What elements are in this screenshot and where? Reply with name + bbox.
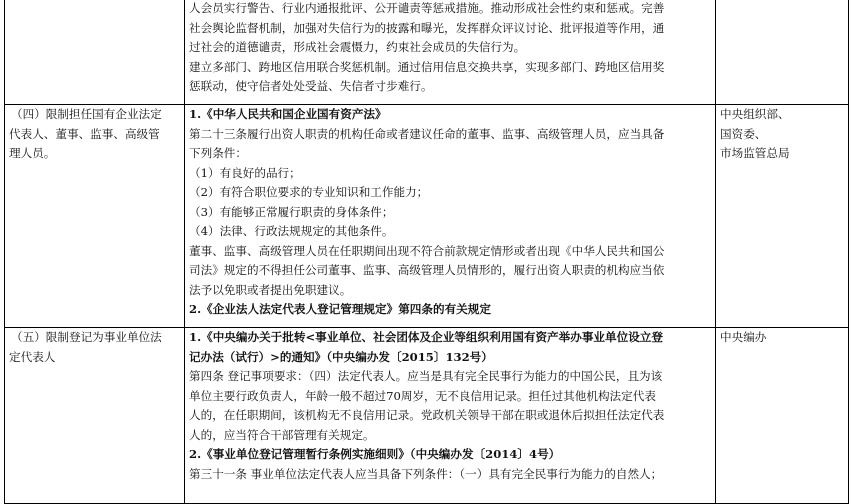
text-line: 董事、监事、高级管理人员在任职期间出现不符合前款规定情形或者出现《中华人民共和国公 <box>189 243 665 258</box>
text-line: 第四条 登记事项要求：（四）法定代表人。应当是具有完全民事行为能力的中国公民，且为该 <box>189 369 663 383</box>
agency-line: 中央组织部、 <box>720 107 790 121</box>
agency-line: 市场监管总局 <box>720 146 790 160</box>
category-cell <box>5 105 185 328</box>
law-title: 记办法（试行）>的通知》（中央编办发〔2015〕132号） <box>189 349 493 364</box>
text-line: 建立多部门、跨地区信用联合奖惩机制。通过信用信息交换共享，实现多部门、跨地区信用奖 <box>189 59 665 74</box>
text-line: 过社会的道德谴责，形成社会震慑力，约束社会成员的失信行为。 <box>189 40 526 54</box>
basis-cell <box>185 328 716 504</box>
text-line: 人的，应当符合干部管理有关规定。 <box>189 427 375 442</box>
basis-cell <box>185 105 716 328</box>
category-cell <box>5 0 185 105</box>
agency-line: 国资委、 <box>720 126 767 141</box>
agency-line: 中央编办 <box>720 330 767 344</box>
text-line: 单位主要行政负责人，年龄一般不超过70周岁，无不良信用记录。担任过其他机构法定代表 <box>189 388 656 403</box>
condition-item: （4）法律、行政法规规定的其他条件。 <box>189 224 394 238</box>
law-title: 2.《事业单位登记管理暂行条例实施细则》（中央编办发〔2014〕4号） <box>189 447 561 461</box>
law-title: 1.《中央编办关于批转<事业单位、社会团体及企业等组织利用国有资产举办事业单位设立登 <box>189 330 663 344</box>
condition-item: （2）有符合职位要求的专业知识和工作能力； <box>189 185 429 199</box>
text-line: 第三十一条 事业单位法定代表人应当具备下列条件：（一）具有完全民事行为能力的自然人； <box>189 466 663 481</box>
table-row <box>5 0 849 105</box>
law-title: 2.《企业法人法定代表人登记管理规定》第四条的有关规定 <box>189 302 491 316</box>
text-line: 人的，在任职期间，该机构无不良信用记录。党政机关领导干部在职或退休后拟担任法定代表 <box>189 408 665 422</box>
category-cell <box>5 328 185 504</box>
basis-cell <box>185 0 716 105</box>
text-line: 法予以免职或者提出免职建议。 <box>189 282 352 297</box>
category-line: 理人员。 <box>9 146 56 160</box>
text-line: 第二十三条履行出资人职责的机构任命或者建议任命的董事、监事、高级管理人员，应当具备 <box>189 126 665 141</box>
table-row <box>5 105 849 328</box>
text-line: 司法》规定的不得担任公司董事、监事、高级管理人员情形的，履行出资人职责的机构应当依 <box>189 263 665 277</box>
category-line: 定代表人 <box>9 349 56 364</box>
agency-cell <box>716 105 849 328</box>
table-row <box>5 328 849 504</box>
text-line: 人会员实行警告、行业内通报批评、公开谴责等惩戒措施。推动形成社会性约束和惩戒。完善 <box>189 1 665 15</box>
text-line: 惩联动，使守信者处处受益、失信者寸步难行。 <box>189 79 433 93</box>
agency-cell <box>716 0 849 105</box>
agency-cell <box>716 328 849 504</box>
text-line: 下列条件： <box>189 146 247 160</box>
law-title: 1.《中华人民共和国企业国有资产法》 <box>189 107 387 121</box>
condition-item: （3）有能够正常履行职责的身体条件； <box>189 204 394 219</box>
category-line: （四）限制担任国有企业法定 <box>11 107 162 121</box>
text-line: 社会舆论监督机制，加强对失信行为的披露和曝光，发挥群众评议讨论、批评报道等作用，通 <box>189 20 665 35</box>
category-line: （五）限制登记为事业单位法 <box>11 330 162 344</box>
condition-item: （1）有良好的品行； <box>189 165 301 180</box>
policy-table <box>4 0 849 504</box>
category-line: 代表人、董事、监事、高级管 <box>9 126 160 141</box>
